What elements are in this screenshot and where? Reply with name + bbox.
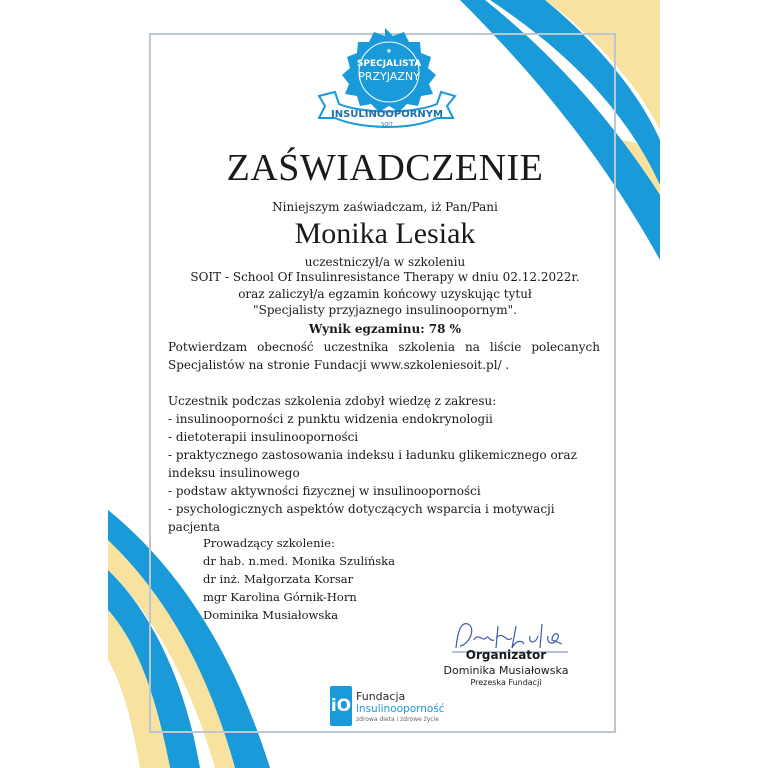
organizer-name: Dominika Musiałowska bbox=[443, 664, 569, 677]
intro-text: Niniejszym zaświadczam, iż Pan/Pani bbox=[272, 200, 498, 214]
trainer-name: mgr Karolina Górnik-Horn bbox=[203, 590, 357, 604]
badge-ribbon-text: INSULINOOPORNYM bbox=[331, 109, 443, 120]
participation-text: uczestniczył/a w szkoleniu bbox=[304, 255, 466, 269]
confirmation-text: Potwierdzam obecność uczestnika szkolenia na liście polecanych Specjalistów na stronie Fundacji www.szkoleniesoit.pl/ . bbox=[168, 340, 600, 372]
knowledge-item: - dietoterapii insulinooporności bbox=[168, 430, 359, 444]
knowledge-section bbox=[168, 392, 600, 536]
trainer-name: dr inż. Małgorzata Korsar bbox=[203, 572, 354, 586]
knowledge-item: - podstaw aktywności fizycznej w insulinooporności bbox=[168, 484, 481, 498]
badge-small-text: SOIT bbox=[381, 122, 393, 128]
knowledge-item: - praktycznego zastosowania indeksu i ładunku glikemicznego oraz indeksu insulinowego bbox=[168, 448, 577, 480]
knowledge-item: - psychologicznych aspektów dotyczących wsparcia i motywacji pacjenta bbox=[168, 502, 555, 534]
specialist-badge bbox=[313, 26, 457, 134]
foundation-logo-line3: zdrowa dieta i zdrowe życie bbox=[356, 716, 439, 723]
foundation-logo-mark: iO bbox=[330, 686, 352, 726]
foundation-logo-line1: Fundacja bbox=[356, 690, 406, 703]
badge-line1: SPECJALISTA bbox=[356, 59, 422, 69]
trainers-heading: Prowadzący szkolenie: bbox=[203, 536, 335, 550]
knowledge-intro: Uczestnik podczas szkolenia zdobył wiedzę z zakresu: bbox=[168, 394, 497, 408]
trainer-name: dr hab. n.med. Monika Szulińska bbox=[203, 554, 395, 568]
organizer-role: Prezeska Fundacji bbox=[470, 678, 542, 687]
badge-line2: PRZYJAZNY bbox=[358, 70, 420, 83]
foundation-logo bbox=[330, 686, 460, 730]
exam-line: oraz zaliczył/a egzamin końcowy uzyskując tytuł bbox=[238, 287, 532, 301]
training-line: SOIT - School Of Insulinresistance Therapy w dniu 02.12.2022r. bbox=[190, 270, 580, 284]
recipient-name: Monika Lesiak bbox=[294, 217, 476, 250]
title-awarded: "Specjalisty przyjaznego insulinoopornym". bbox=[253, 303, 517, 317]
organizer-title: Organizator bbox=[465, 648, 547, 662]
exam-result: Wynik egzaminu: 78 % bbox=[308, 322, 462, 336]
knowledge-item: - insulinooporności z punktu widzenia endokrynologii bbox=[168, 412, 493, 426]
foundation-logo-line2: insulinooporność bbox=[356, 703, 445, 715]
certificate-title: ZAŚWIADCZENIE bbox=[226, 147, 544, 189]
trainers-list bbox=[203, 534, 395, 624]
badge-small-logo-icon: ❖ bbox=[386, 48, 392, 55]
trainer-name: Dominika Musiałowska bbox=[203, 608, 339, 622]
